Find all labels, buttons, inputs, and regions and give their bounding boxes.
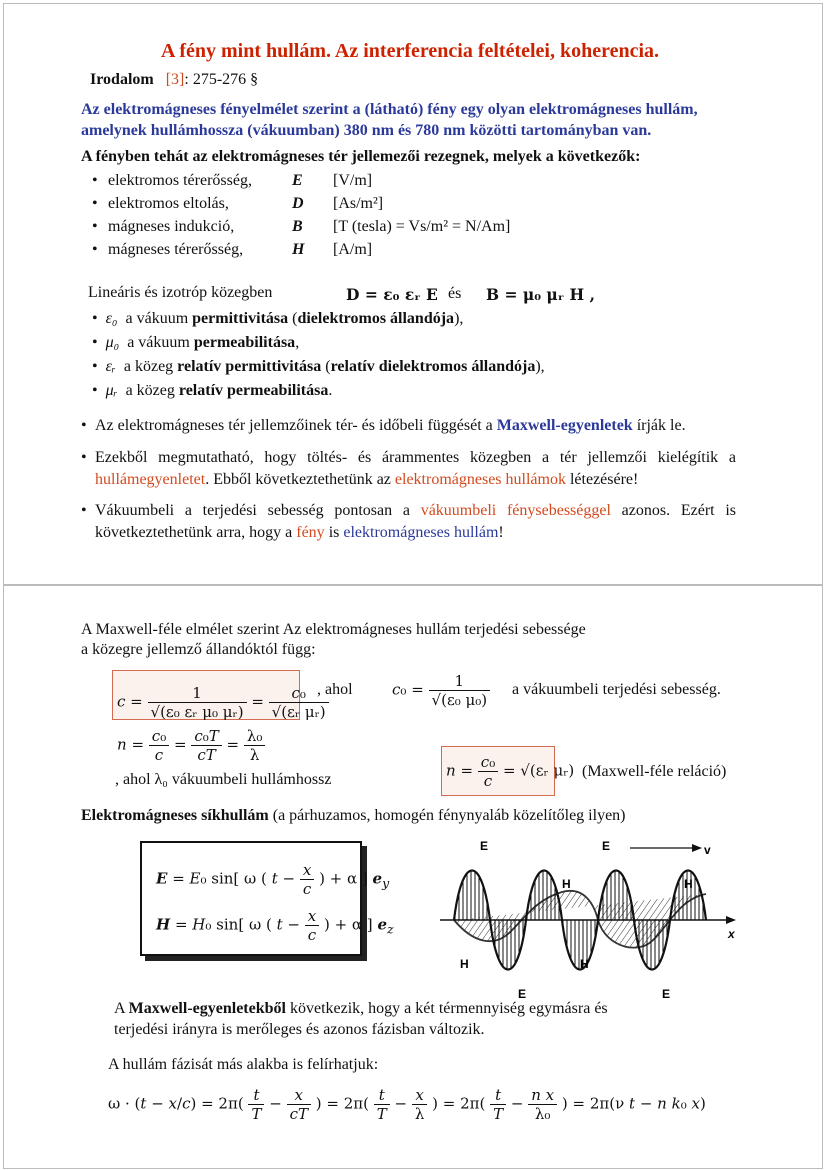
bullet: • — [92, 358, 106, 375]
ahol-text: , ahol — [317, 681, 353, 698]
p3-text-g: ! — [498, 524, 504, 541]
constant-text-pre: a közeg — [125, 382, 179, 399]
label-e-3: E — [518, 987, 527, 1001]
maxwell-relation-box — [441, 746, 575, 796]
bullet: • — [92, 310, 106, 327]
bullet: • — [92, 382, 106, 399]
conclusion-line-1 — [114, 1000, 608, 1018]
quantity-list — [92, 172, 572, 264]
constant-symbol: μ₀ — [105, 334, 120, 351]
p1-text-a: Az elektromágneses tér jellemzőinek tér- és időbeli függését a — [95, 417, 497, 434]
constant-text-mid: ( — [321, 358, 331, 375]
constant-text-mid: . — [328, 382, 333, 399]
slide-title: A fény mint hullám. Az interferencia feltételei, koherencia. — [161, 40, 660, 62]
p3-text-c: azonos. Ezért is következtethetünk arra, hogy a — [95, 502, 737, 541]
linear-text: Lineáris és izotróp közegben — [88, 284, 273, 301]
constant-symbol: ε₀ — [105, 310, 118, 327]
conclusion-c: következik, hogy a két térmennyiség egymásra és — [285, 1000, 608, 1017]
p2-text-e: létezésére! — [565, 471, 639, 488]
label-e-1: E — [480, 839, 489, 853]
constant-text-post: ), — [454, 310, 464, 327]
constant-bold-1: relatív permittivitása — [177, 358, 322, 375]
intro-line-2: amelynek hullámhossza (vákuumban) 380 nm és 780 nm közötti tartományban van. — [81, 122, 652, 139]
paragraph-wave-equation: • Ezekből megmutatható, hogy töltés- és árammentes közegben a tér jellemzői kielégítik a hullámegyenletet. Ebből következtethetünk az elektromágneses hullámok létezésére! — [81, 449, 736, 488]
constant-text-mid: ( — [288, 310, 298, 327]
p3-light-term: fény — [296, 524, 325, 541]
bullet: • — [92, 241, 98, 258]
constant-symbol: εᵣ — [105, 358, 116, 375]
wave-equations-box — [140, 841, 394, 956]
quantity-row — [92, 218, 572, 241]
conclusion-maxwell-term: Maxwell-egyenletekből — [128, 1000, 286, 1017]
bullet: • — [92, 218, 98, 235]
constant-symbol: μᵣ — [105, 382, 118, 399]
c0-description: a vákuumbeli terjedési sebesség. — [512, 681, 721, 698]
p2-text-c: . Ebből következtethetünk az — [205, 471, 395, 488]
irodalom-line — [90, 71, 258, 89]
quantity-unit: [A/m] — [333, 241, 373, 258]
paragraph-light-speed: • Vákuumbeli a terjedési sebesség pontosan a vákuumbeli fénysebességgel azonos. Ezért is következtethetünk arra, hogy a fény is elektromágneses hullám! — [81, 502, 737, 541]
p3-text-e: is — [324, 524, 344, 541]
label-h-1: H — [562, 877, 571, 891]
bullet: • — [92, 195, 98, 212]
quantity-row — [92, 241, 572, 264]
constant-bold-2: relatív dielektromos állandója — [330, 358, 536, 375]
relation-b: B = μ₀ μᵣ H , — [486, 285, 595, 304]
bullet: • — [92, 334, 106, 351]
c0-formula: c₀ = $\frac{1}{\text{√(ε₀ μ₀)}}$ — [392, 672, 490, 709]
p2-text-a: Ezekből megmutatható, hogy töltés- és árammentes közegben a tér jellemzői kielégítik a — [95, 449, 736, 466]
constant-row — [92, 379, 545, 403]
irodalom-pages: : 275-276 § — [184, 71, 259, 88]
p2-wave-equation-term: hullámegyenletet — [95, 471, 206, 488]
quantity-row — [92, 172, 572, 195]
bullet: • — [92, 172, 98, 189]
quantity-unit: [As/m²] — [333, 195, 384, 212]
quantity-unit: [V/m] — [333, 172, 373, 189]
p3-light-speed-term: vákuumbeli fénysebességgel — [420, 502, 611, 519]
constant-bold-2: dielektromos állandója — [297, 310, 455, 327]
quantity-name: elektromos eltolás, — [108, 195, 229, 212]
label-e-4: E — [662, 987, 671, 1001]
irodalom-label: Irodalom — [90, 71, 154, 88]
quantity-name: mágneses indukció, — [108, 218, 235, 235]
lambda-description: , ahol λ₀ vákuumbeli hullámhossz — [115, 771, 332, 788]
plane-wave-bold: Elektromágneses síkhullám — [81, 807, 269, 824]
conclusion-line-2: terjedési irányra is merőleges és azonos fázisban változik. — [114, 1021, 485, 1038]
constant-bold-1: permeabilitása — [193, 334, 296, 351]
label-h-3: H — [460, 957, 469, 971]
em-wave-diagram — [434, 834, 744, 1002]
maxwell-line-2: a közegre jellemző állandóktól függ: — [81, 641, 316, 658]
maxwell-relation-formula: n = $\frac{\text{c₀}}{c}$ = √(εᵣ μᵣ) — [446, 753, 575, 790]
list-heading: A fényben tehát az elektromágneses tér jellemezői rezegnek, melyek a következők: — [81, 148, 641, 165]
p3-em-wave-term: elektromágneses hullám — [343, 524, 499, 541]
constant-text-post: ), — [535, 358, 545, 375]
label-e-2: E — [602, 839, 611, 853]
quantity-name: elektromos térerősség, — [108, 172, 252, 189]
speed-formula: c = $\frac{1}{\text{√(ε₀ εᵣ μ₀ μᵣ)}}$ = $\frac{\text{c₀}}{\text{√(εᵣ μᵣ)}}$ — [117, 684, 329, 721]
plane-wave-rest: (a párhuzamos, homogén fénynyaláb közelítőleg ilyen) — [268, 807, 626, 824]
e-field-equation: E = E₀ sin[ ω ( t − $\frac{x}{c}$ ) + α ] $e_y$ — [156, 861, 390, 898]
maxwell-relation-label: (Maxwell-féle reláció) — [582, 763, 727, 780]
constant-bold-1: relatív permeabilitása — [178, 382, 329, 399]
label-h-2: H — [684, 877, 693, 891]
phase-formula: ω · (t − x/c) = 2π( $\frac{t}{T}$ − $\frac{x}{cT}$ ) = 2π( $\frac{t}{T}$ − $\frac{x}{\lambda}$ ) = 2π( $\frac{t}{T}$ − $\frac{\text{n x}}{\text{λ₀}}$ ) = 2π(ν t − n k₀ x) — [108, 1086, 706, 1123]
p1-maxwell-term: Maxwell-egyenletek — [496, 417, 633, 434]
conclusion-a: A — [114, 1000, 129, 1017]
label-h-4: H — [580, 957, 589, 971]
constant-bold-1: permittivitása — [192, 310, 289, 327]
plane-wave-heading — [81, 807, 626, 825]
constant-list — [92, 307, 545, 403]
x-axis-arrow — [726, 916, 736, 924]
slide-2 — [3, 585, 823, 1169]
irodalom-ref-link[interactable]: [3] — [165, 71, 185, 88]
constant-text-pre: a vákuum — [125, 310, 193, 327]
p1-text-c: írják le. — [632, 417, 686, 434]
quantity-symbol: H — [292, 241, 305, 258]
label-x: x — [728, 927, 735, 941]
quantity-unit: [T (tesla) = Vs/m² = N/Am] — [333, 218, 511, 235]
quantity-symbol: B — [292, 218, 303, 235]
slide-1 — [3, 3, 823, 585]
paragraph-maxwell: • Az elektromágneses tér jellemzőinek tér- és időbeli függését a Maxwell-egyenletek írják le. — [81, 417, 686, 434]
constant-text-mid: , — [295, 334, 300, 351]
h-field-equation: H = H₀ sin[ ω ( t − $\frac{x}{c}$ ) + α ] $e_z$ — [156, 907, 394, 944]
quantity-name: mágneses térerősség, — [108, 241, 244, 258]
maxwell-line-1: A Maxwell-féle elmélet szerint Az elektromágneses hullám terjedési sebessége — [81, 621, 586, 638]
intro-line-1: Az elektromágneses fényelmélet szerint a (látható) fény egy olyan elektromágneses hullám, — [81, 101, 698, 118]
relation-d: D = ε₀ εᵣ E — [346, 285, 438, 304]
speed-formula-box — [112, 670, 326, 721]
velocity-arrowhead — [692, 844, 702, 852]
relation-and: és — [448, 285, 462, 302]
p3-text-a: Vákuumbeli a terjedési sebesség pontosan a — [95, 502, 421, 519]
p2-em-waves-term: elektromágneses hullámok — [394, 471, 566, 488]
constant-row — [92, 331, 545, 355]
constant-row — [92, 307, 545, 331]
quantity-symbol: D — [292, 195, 304, 212]
quantity-symbol: E — [292, 172, 303, 189]
label-v: v — [704, 843, 711, 857]
constant-text-pre: a közeg — [123, 358, 178, 375]
constant-row — [92, 355, 545, 379]
phase-intro: A hullám fázisát más alakba is felírhatjuk: — [108, 1056, 379, 1073]
constant-text-pre: a vákuum — [127, 334, 194, 351]
refractive-index-formula: n = $\frac{\text{c₀}}{c}$ = $\frac{\text{c₀T}}{cT}$ = $\frac{\text{λ₀}}{\lambda}$ — [117, 727, 265, 764]
quantity-row — [92, 195, 572, 218]
